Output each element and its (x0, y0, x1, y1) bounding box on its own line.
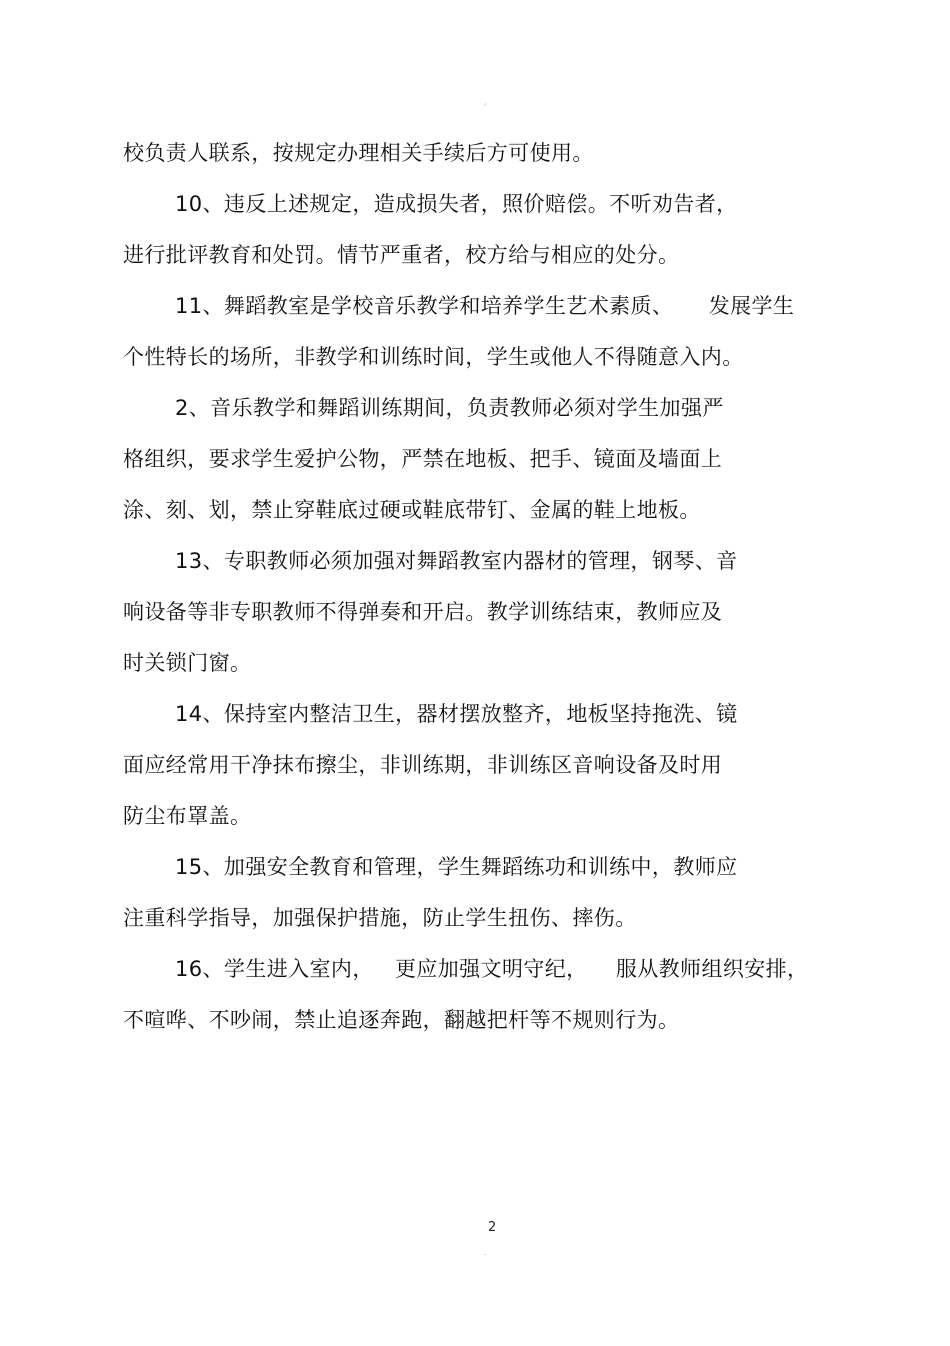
top-mark: 。 (484, 98, 492, 107)
text-line: 时关锁门窗。 (123, 651, 252, 675)
text-line: 涂、刻、划，禁止穿鞋底过硬或鞋底带钉、金属的鞋上地板。 (123, 498, 701, 522)
text-line: 校负责人联系，按规定办理相关手续后方可使用。 (123, 141, 594, 165)
text-line: 格组织，要求学生爱护公物，严禁在地板、把手、镜面及墙面上 (123, 447, 723, 471)
text-line: 不喧哗、不吵闹，禁止追逐奔跑，翻越把杆等不规则行为。 (123, 1008, 680, 1032)
text-line: 14、保持室内整洁卫生，器材摆放整齐，地板坚持拖洗、镜 (175, 702, 738, 726)
text-line: 11、舞蹈教室是学校音乐教学和培养学生艺术素质、 发展学生 (175, 294, 795, 318)
text-line: 注重科学指导，加强保护措施，防止学生扭伤、摔伤。 (123, 906, 637, 930)
text-line: 16、学生进入室内， 更应加强文明守纪， 服从教师组织安排， (175, 957, 809, 981)
text-line: 13、专职教师必须加强对舞蹈教室内器材的管理，钢琴、音 (175, 549, 738, 573)
text-line: 10、违反上述规定，造成损失者，照价赔偿。不听劝告者， (175, 192, 738, 216)
text-line: 响设备等非专职教师不得弹奏和开启。教学训练结束，教师应及 (123, 600, 723, 624)
page-number: 2 (488, 1220, 497, 1235)
text-line: 个性特长的场所，非教学和训练时间，学生或他人不得随意入内。 (123, 345, 744, 369)
text-line: 2、音乐教学和舞蹈训练期间，负责教师必须对学生加强严 (175, 396, 724, 420)
text-line: 防尘布罩盖。 (123, 804, 252, 828)
text-line: 进行批评教育和处罚。情节严重者，校方给与相应的处分。 (123, 243, 680, 267)
text-line: 15、加强安全教育和管理，学生舞蹈练功和训练中，教师应 (175, 855, 738, 879)
text-line: 面应经常用干净抹布擦尘，非训练期，非训练区音响设备及时用 (123, 753, 723, 777)
bottom-mark: . (484, 1248, 487, 1257)
